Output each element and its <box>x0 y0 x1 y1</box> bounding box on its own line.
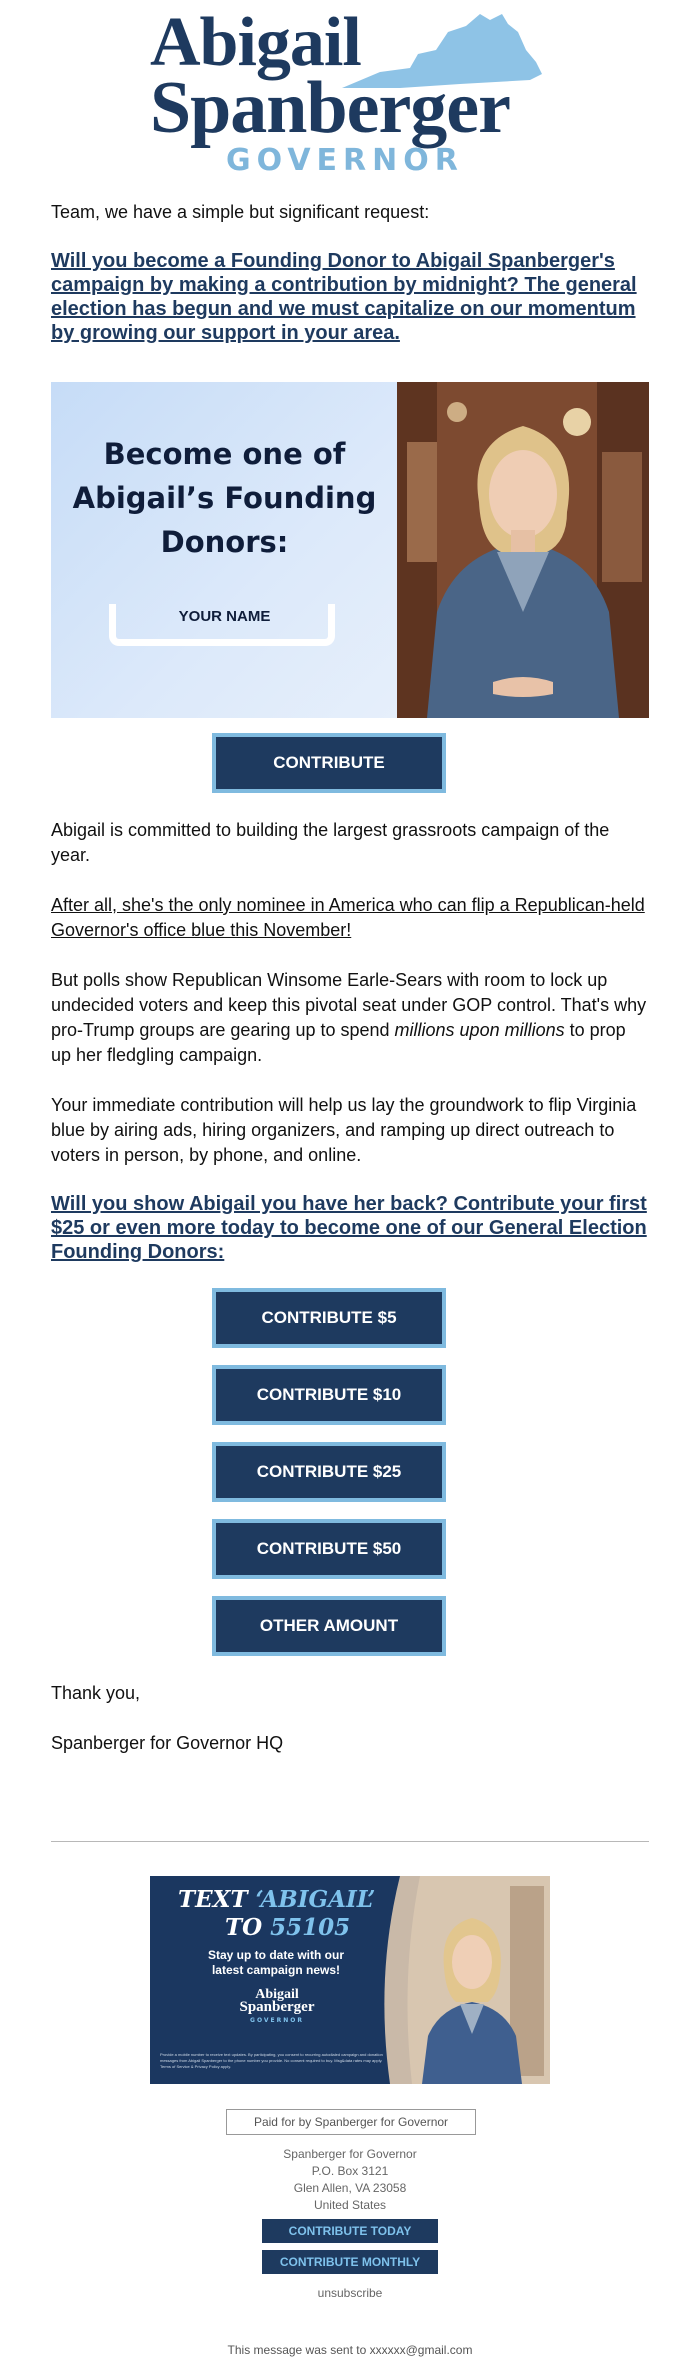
contribute-50-button[interactable]: CONTRIBUTE $50 <box>212 1519 446 1579</box>
body-paragraph-2-link[interactable]: After all, she's the only nominee in America who can flip a Republican-held Governor's office blue this November! <box>51 895 645 940</box>
footer-city: Glen Allen, VA 23058 <box>293 2181 407 2195</box>
sent-to-notice: This message was sent to xxxxxx@gmail.com <box>227 2343 473 2357</box>
intro-text: Team, we have a simple but significant request: <box>51 202 430 222</box>
footer-country: United States <box>313 2198 387 2212</box>
signoff-sender: Spanberger for Governor HQ <box>51 1733 284 1753</box>
sms-headline-line2: TO 55105 <box>225 1914 351 1941</box>
founding-donor-ask-link[interactable]: Will you become a Founding Donor to Abigail Spanberger's campaign by making a contribution by midnight? The general election has begun and we must capitalize on our momentum by growing our support in your area. <box>51 250 637 344</box>
paid-for-disclaimer: Paid for by Spanberger for Governor <box>226 2109 476 2135</box>
logo-first-name: Abigail <box>150 4 361 81</box>
footer-org: Spanberger for Governor <box>283 2147 417 2161</box>
logo-last-name: Spanberger <box>150 67 510 149</box>
contribute-monthly-button[interactable]: CONTRIBUTE MONTHLY <box>262 2250 438 2274</box>
hero-title: Become one of Abigail’s Founding Donors: <box>72 437 377 559</box>
text-signup-banner[interactable] <box>150 1876 550 2084</box>
candidate-portrait-illustration <box>397 382 649 718</box>
general-election-ask-link[interactable]: Will you show Abigail you have her back? Contribute your first $25 or even more today to become one of our General Election Founding Donors: <box>51 1193 647 1263</box>
body-paragraph-4: Your immediate contribution will help us lay the groundwork to flip Virginia blue by airing ads, hiring organizers, and ramping up direct outreach to voters in person, by phone, and online. <box>51 1095 637 1165</box>
logo-office: GOVERNOR <box>226 143 464 178</box>
sms-banner-logo: Abigail Spanberger GOVERNOR <box>239 1987 315 2024</box>
footer-divider <box>51 1841 649 1842</box>
hero-founding-donor-graphic[interactable] <box>51 382 398 718</box>
contribute-25-button[interactable]: CONTRIBUTE $25 <box>212 1442 446 1502</box>
contribute-button[interactable]: CONTRIBUTE <box>212 733 446 793</box>
body-paragraph-3: But polls show Republican Winsome Earle-Sears with room to lock up undecided voters and keep this pivotal seat under GOP control. That's why pro-Trump groups are gearing up to spend millions upon millions to prop up her fledgling campaign. <box>51 970 647 1065</box>
candidate-photo[interactable] <box>397 382 649 718</box>
contribute-5-button[interactable]: CONTRIBUTE $5 <box>212 1288 446 1348</box>
sms-fine-print: Provide a mobile number to receive text updates. By participating, you consent to recurring autodialed campaign and donation messages from Abigail Spanberger to the phone number you provide. No consent required to buy. Msg&data rates may apply. Terms of Service & Privacy Policy apply. <box>160 2052 383 2069</box>
sms-headline-line1: TEXT ‘ABIGAIL’ <box>178 1886 376 1913</box>
signoff-thanks: Thank you, <box>51 1683 141 1703</box>
sms-subtext: Stay up to date with our latest campaign news! <box>207 1948 344 1977</box>
unsubscribe-link[interactable]: unsubscribe <box>317 2286 383 2300</box>
other-amount-button[interactable]: OTHER AMOUNT <box>212 1596 446 1656</box>
contribute-10-button[interactable]: CONTRIBUTE $10 <box>212 1365 446 1425</box>
hero-name-field-label: YOUR NAME <box>178 608 271 625</box>
body-paragraph-1: Abigail is committed to building the largest grassroots campaign of the year. <box>51 820 610 865</box>
campaign-logo <box>150 4 550 188</box>
contribute-today-button[interactable]: CONTRIBUTE TODAY <box>262 2219 438 2243</box>
footer-po-box: P.O. Box 3121 <box>311 2164 389 2178</box>
